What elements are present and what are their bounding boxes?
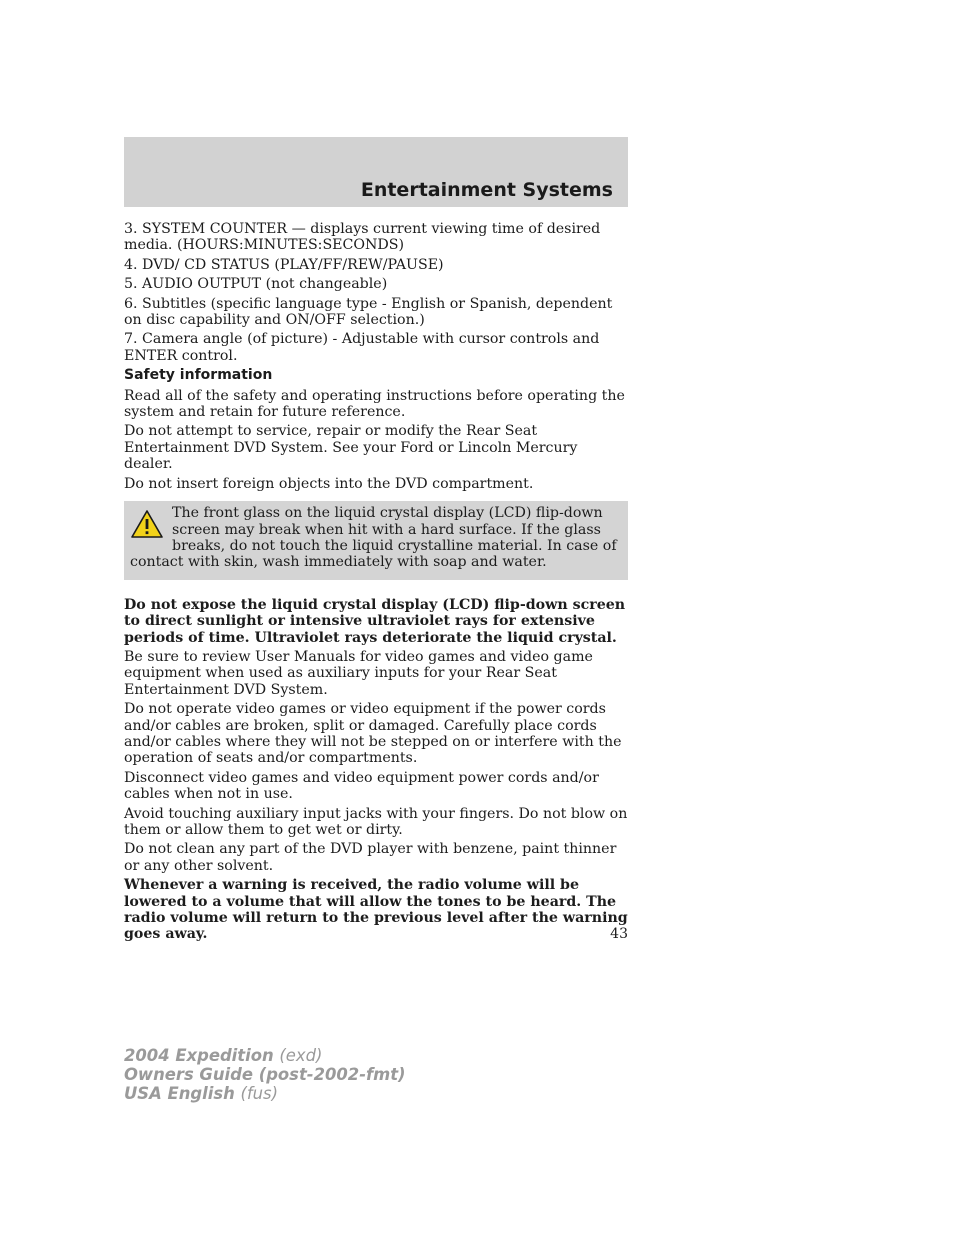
document-footer: [124, 1046, 406, 1103]
safety-paragraph-do-not-service: Do not attempt to service, repair or modify the Rear Seat Entertainment DVD System. See your Ford or Lincoln Mercury dealer.: [124, 423, 578, 473]
paragraph-disconnect-power: Disconnect video games and video equipment power cords and/or cables when not in use.: [124, 769, 599, 803]
footer-line-model: [124, 1046, 406, 1065]
list-item-dvd-cd-status: 4. DVD/ CD STATUS (PLAY/FF/REW/PAUSE): [124, 256, 444, 273]
list-item-subtitles: 6. Subtitles (specific language type - English or Spanish, dependent on disc capability and ON/OFF selection.): [124, 295, 613, 329]
page-number: 43: [610, 926, 628, 942]
paragraph-damaged-cords: Do not operate video games or video equipment if the power cords and/or cables are broken, split or damaged. Carefully place cords and/or cables where they will not be stepped on or interfere with the operation of seats and/or compartments.: [124, 701, 622, 767]
footer-line-language: [124, 1084, 406, 1103]
footer-language: USA English: [124, 1084, 235, 1103]
footer-model-name: 2004 Expedition: [124, 1046, 274, 1065]
footer-line-guide: [124, 1065, 406, 1084]
page-content: [124, 221, 628, 946]
paragraph-review-manuals: Be sure to review User Manuals for video games and video game equipment when used as auxiliary inputs for your Rear Seat Entertainment DVD System.: [124, 648, 593, 698]
warning-text: The front glass on the liquid crystal display (LCD) flip-down screen may break when hit with a hard surface. If the glass breaks, do not touch the liquid crystalline material. In case of contact with skin, wash immediately with soap and water.: [130, 505, 617, 571]
section-header-band: [124, 137, 628, 207]
section-title: Entertainment Systems: [360, 179, 613, 201]
warning-box: [124, 501, 628, 580]
safety-paragraph-foreign-objects: Do not insert foreign objects into the DVD compartment.: [124, 475, 534, 492]
lcd-sunlight-notice: Do not expose the liquid crystal display (LCD) flip-down screen to direct sunlight or intensive ultraviolet rays for extensive periods of time. Ultraviolet rays deteriorate the liquid crystal.: [124, 596, 626, 646]
warning-triangle-icon: [130, 509, 164, 539]
paragraph-cleaning: Do not clean any part of the DVD player with benzene, paint thinner or any other solvent.: [124, 841, 617, 874]
list-item-camera-angle: 7. Camera angle (of picture) - Adjustable with cursor controls and ENTER control.: [124, 331, 600, 364]
footer-language-code: (fus): [240, 1084, 278, 1103]
paragraph-input-jacks: Avoid touching auxiliary input jacks with your fingers. Do not blow on them or allow them to get wet or dirty.: [124, 805, 628, 838]
radio-volume-notice: Whenever a warning is received, the radio volume will be lowered to a volume that will allow the tones to be heard. The radio volume will return to the previous level after the warning goes away.: [124, 877, 628, 943]
footer-model-code: (exd): [279, 1046, 323, 1065]
footer-guide-name: Owners Guide (post-2002-fmt): [124, 1065, 406, 1084]
list-item-system-counter: 3. SYSTEM COUNTER — displays current viewing time of desired media. (HOURS:MINUTES:SECONDS): [124, 221, 601, 254]
list-item-audio-output: 5. AUDIO OUTPUT (not changeable): [124, 276, 388, 293]
safety-heading: Safety information: [124, 367, 273, 384]
safety-paragraph-read-instructions: Read all of the safety and operating instructions before operating the system and retain for future reference.: [124, 387, 625, 421]
